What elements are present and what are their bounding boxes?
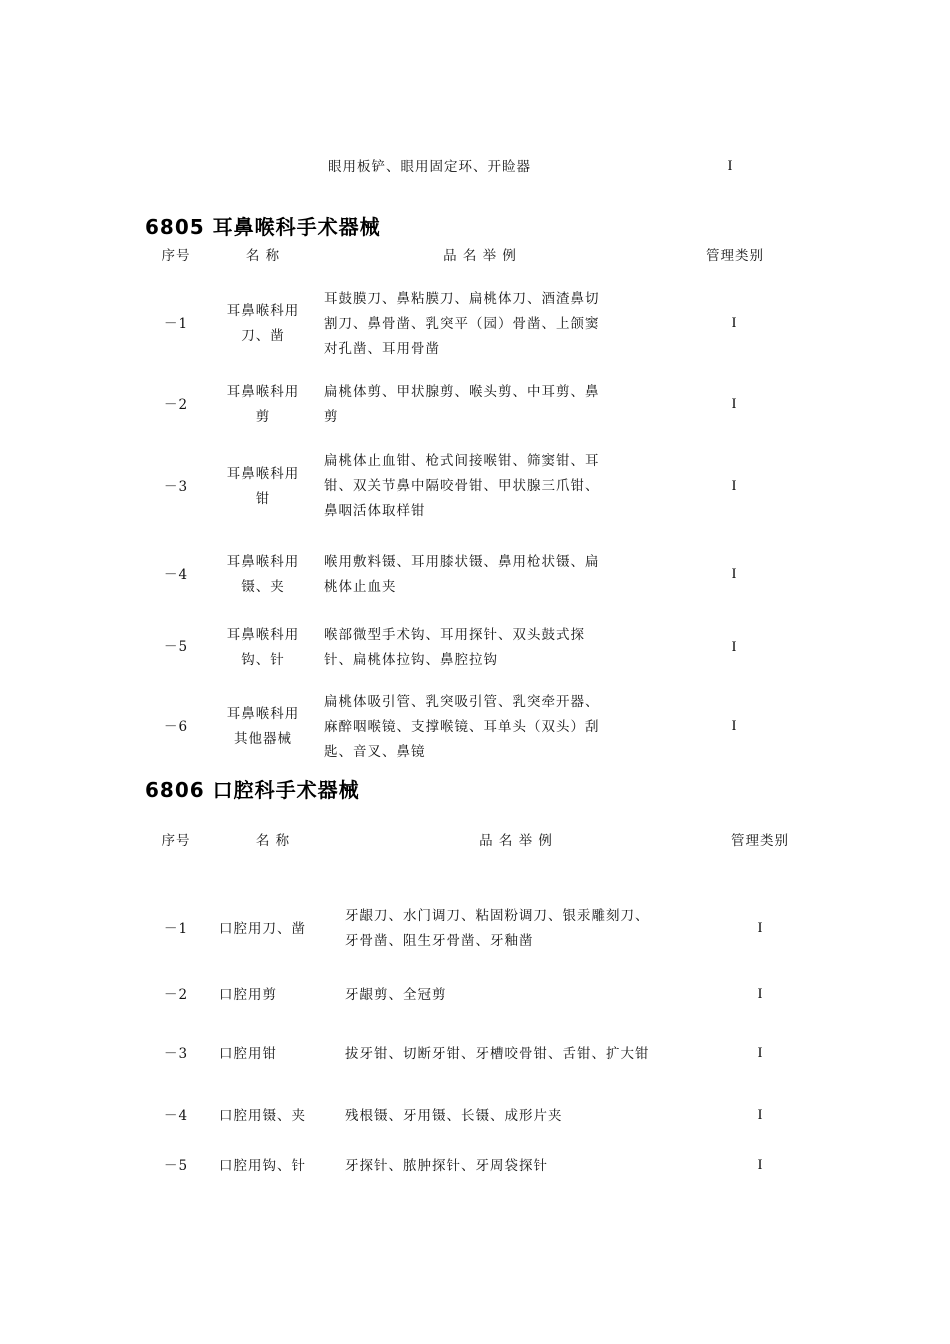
row-class: I [731,639,737,655]
header-class: 管理类别 [706,248,764,264]
row-num: －1 [163,921,189,937]
row-num: －4 [163,1108,189,1124]
row-name-line-2: 钩、针 [241,652,285,668]
row-examples-line-2: 麻醉咽喉镜、支撑喉镜、耳单头（双头）刮 [324,719,600,735]
row-examples-line-2: 桃体止血夹 [324,579,397,595]
row-examples-line-1: 扁桃体吸引管、乳突吸引管、乳突牵开器、 [324,694,600,710]
row-num: －5 [163,639,189,655]
row-name-line-1: 耳鼻喉科用 [226,384,300,400]
row-name-line-1: 耳鼻喉科用 [226,706,300,722]
row-name-line-1: 耳鼻喉科用 [226,627,300,643]
row-examples-line-1: 牙探针、脓肿探针、牙周袋探针 [345,1158,548,1174]
row-class: I [731,566,737,582]
header-class: 管理类别 [731,833,789,849]
row-num: －5 [163,1158,189,1174]
row-name-line-1: 耳鼻喉科用 [226,303,300,319]
row-class: I [757,1107,763,1123]
row-name: 口腔用钩、针 [219,1158,306,1174]
row-name-line-2: 镊、夹 [241,579,285,595]
row-examples-line-1: 拔牙钳、切断牙钳、牙槽咬骨钳、舌钳、扩大钳 [345,1046,650,1062]
top-row-class: I [727,158,733,174]
header-name: 名 称 [255,833,291,849]
row-examples-line-1: 扁桃体止血钳、枪式间接喉钳、筛窦钳、耳 [324,453,600,469]
row-class: I [731,478,737,494]
row-num: －4 [163,567,189,583]
row-name: 口腔用剪 [219,987,277,1003]
row-examples-line-2: 牙骨凿、阻生牙骨凿、牙釉凿 [345,933,534,949]
row-examples-line-2: 钳、双关节鼻中隔咬骨钳、甲状腺三爪钳、 [324,478,600,494]
row-num: －6 [163,719,189,735]
row-examples-line-2: 针、扁桃体拉钩、鼻腔拉钩 [324,652,498,668]
row-name-line-2: 剪 [255,409,271,425]
row-examples-line-3: 匙、音叉、鼻镜 [324,744,426,760]
row-name: 口腔用刀、凿 [219,921,306,937]
row-class: I [757,986,763,1002]
row-examples-line-1: 耳鼓膜刀、鼻粘膜刀、扁桃体刀、酒渣鼻切 [324,291,600,307]
section-6806-title: 6806 口腔科手术器械 [145,778,360,802]
top-row-examples: 眼用板铲、眼用固定环、开睑器 [328,159,531,175]
row-class: I [757,920,763,936]
row-num: －1 [163,316,189,332]
row-examples-line-1: 牙龈剪、全冠剪 [345,987,447,1003]
row-examples-line-1: 残根镊、牙用镊、长镊、成形片夹 [345,1108,563,1124]
row-examples-line-1: 喉部微型手术钩、耳用探针、双头鼓式探 [324,627,585,643]
header-num: 序号 [161,833,191,849]
row-class: I [757,1157,763,1173]
row-name: 口腔用钳 [219,1046,277,1062]
row-num: －3 [163,1046,189,1062]
row-examples-line-3: 鼻咽活体取样钳 [324,503,426,519]
header-examples: 品 名 举 例 [479,833,553,849]
row-class: I [731,718,737,734]
row-num: －2 [163,397,189,413]
row-examples-line-3: 对孔凿、耳用骨凿 [324,341,440,357]
row-name-line-2: 钳 [255,491,271,507]
header-name: 名 称 [245,248,281,264]
row-name-line-1: 耳鼻喉科用 [226,554,300,570]
row-examples-line-2: 割刀、鼻骨凿、乳突平（园）骨凿、上颌窦 [324,316,600,332]
section-6805-title: 6805 耳鼻喉科手术器械 [145,215,381,239]
row-class: I [757,1045,763,1061]
row-name-line-2: 其他器械 [234,731,292,747]
header-num: 序号 [161,248,191,264]
row-examples-line-2: 剪 [324,409,339,425]
row-name: 口腔用镊、夹 [219,1108,306,1124]
row-num: －3 [163,479,189,495]
row-examples-line-1: 扁桃体剪、甲状腺剪、喉头剪、中耳剪、鼻 [324,384,600,400]
row-examples-line-1: 喉用敷料镊、耳用膝状镊、鼻用枪状镊、扁 [324,554,600,570]
row-examples-line-1: 牙龈刀、水门调刀、粘固粉调刀、银汞雕刻刀、 [345,908,650,924]
row-class: I [731,315,737,331]
row-class: I [731,396,737,412]
row-name-line-2: 刀、凿 [241,328,285,344]
row-name-line-1: 耳鼻喉科用 [226,466,300,482]
row-num: －2 [163,987,189,1003]
header-examples: 品 名 举 例 [443,248,517,264]
